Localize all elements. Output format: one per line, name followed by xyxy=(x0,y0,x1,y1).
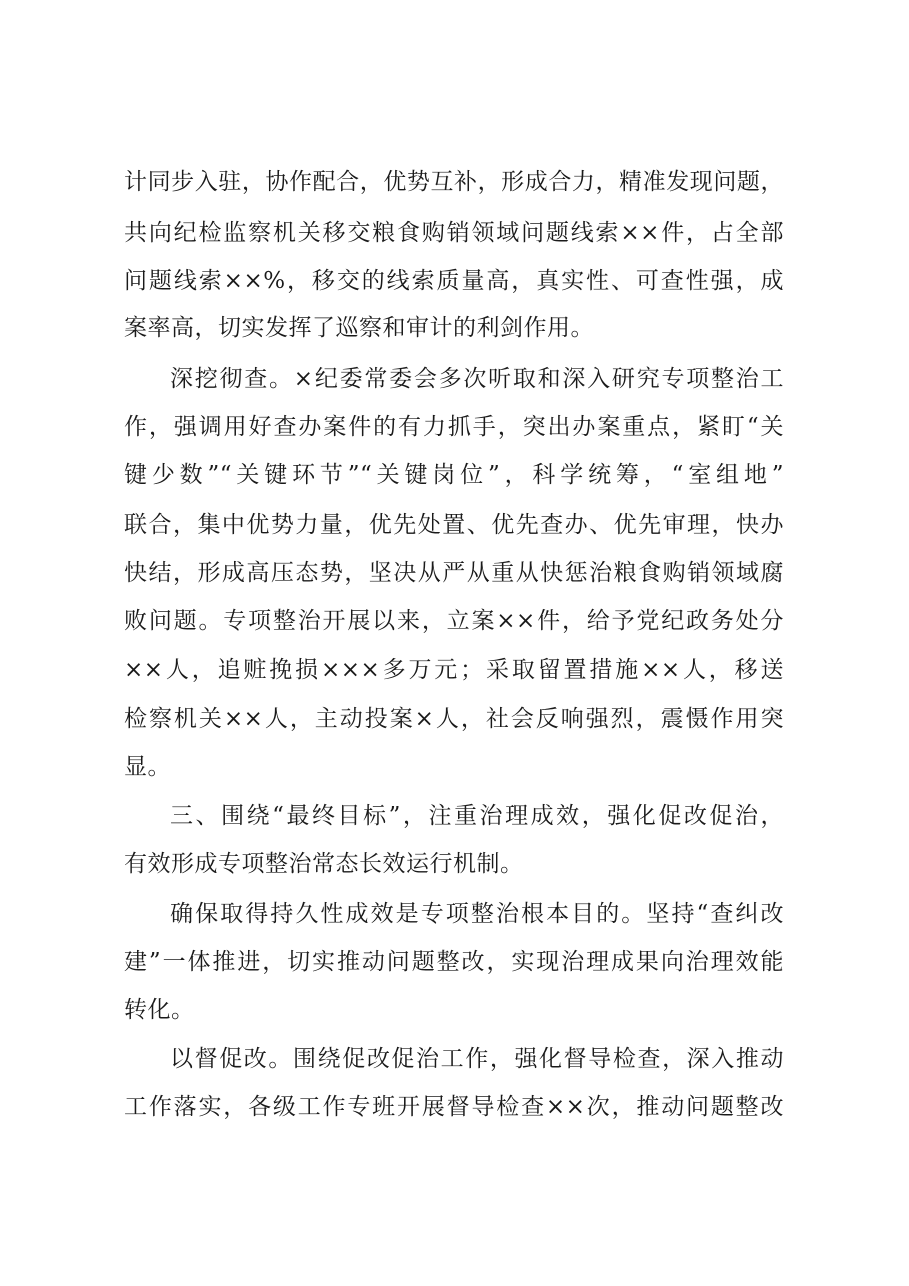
text-line-2: 共向纪检监察机关移交粮食购销领域问题线索××件，占全部 xyxy=(124,220,784,246)
text-line-15: 有效形成专项整治常态长效运行机制。 xyxy=(124,851,524,877)
text-line-19: 以督促改。围绕促改促治工作，强化督导检查，深入推动 xyxy=(170,1046,784,1072)
text-line-14: 三、围绕“最终目标”，注重治理成效，强化促改促治， xyxy=(170,803,784,829)
text-line-18: 转化。 xyxy=(124,997,195,1023)
text-line-12: 检察机关××人，主动投案×人，社会反响强烈，震慑作用突 xyxy=(124,706,784,732)
text-line-17: 建”一体推进，切实推动问题整改，实现治理成果向治理效能 xyxy=(124,949,784,975)
text-line-7: 键少数”“关键环节”“关键岗位”，科学统筹，“室组地” xyxy=(124,462,784,488)
text-line-4: 案率高，切实发挥了巡察和审计的利剑作用。 xyxy=(124,315,594,341)
text-line-8: 联合，集中优势力量，优先处置、优先查办、优先审理，快办 xyxy=(124,512,784,538)
text-line-9: 快结，形成高压态势，坚决从严从重从快惩治粮食购销领域腐 xyxy=(124,560,784,586)
text-line-10: 败问题。专项整治开展以来，立案××件，给予党纪政务处分 xyxy=(124,608,784,634)
text-line-11: ××人，追赃挽损×××多万元；采取留置措施××人，移送 xyxy=(124,657,784,683)
text-line-20: 工作落实，各级工作专班开展督导检查××次，推动问题整改 xyxy=(124,1094,784,1120)
text-line-1: 计同步入驻，协作配合，优势互补，形成合力，精准发现问题， xyxy=(124,169,784,195)
text-line-3: 问题线索××%，移交的线索质量高，真实性、可查性强，成 xyxy=(124,268,784,294)
text-line-5: 深挖彻查。×纪委常委会多次听取和深入研究专项整治工 xyxy=(170,366,784,392)
text-line-16: 确保取得持久性成效是专项整治根本目的。坚持“查纠改 xyxy=(170,901,784,927)
text-line-6: 作，强调用好查办案件的有力抓手，突出办案重点，紧盯“关 xyxy=(124,414,784,440)
text-line-13: 显。 xyxy=(124,754,171,780)
